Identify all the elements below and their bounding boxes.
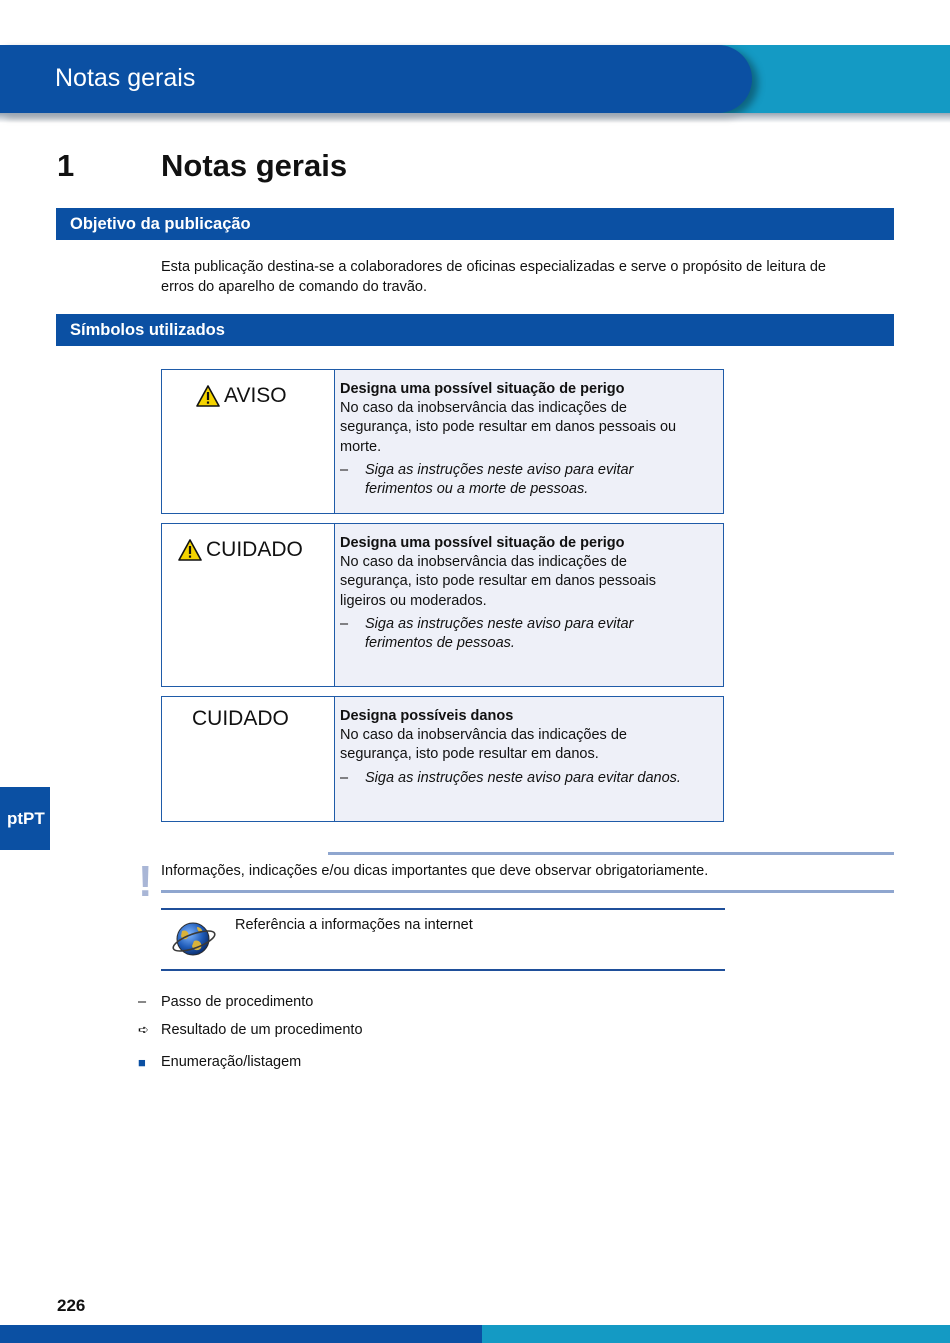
language-tab: [0, 787, 50, 850]
chapter-title: Notas gerais: [161, 148, 348, 183]
description-line: morte.: [340, 438, 382, 455]
symbol-step: [340, 769, 715, 788]
arrow-right-icon: ➪: [138, 1022, 149, 1037]
exclamation-icon: !: [138, 857, 153, 906]
web-note-top-rule: [161, 908, 725, 910]
important-note-text: Informações, indicações e/ou dicas importantes que deve observar obrigatoriamente.: [161, 863, 709, 879]
warning-triangle-icon: [196, 385, 220, 407]
section-bar-symbols: [56, 314, 894, 346]
step-line: Siga as instruções neste aviso para evitar danos.: [365, 769, 681, 786]
symbol-label-text: CUIDADO: [206, 538, 303, 561]
web-note-bottom-rule: [161, 969, 725, 971]
symbol-label: [196, 384, 287, 408]
step-line: ferimentos de pessoas.: [365, 635, 515, 652]
step-line: ferimentos ou a morte de pessoas.: [365, 481, 589, 498]
legend-item-result: [138, 1022, 363, 1038]
legend-text: Enumeração/listagem: [161, 1054, 302, 1070]
description-line: No caso da inobservância das indicações de: [340, 400, 627, 417]
symbol-heading: Designa possíveis danos: [340, 708, 514, 724]
symbol-description: [340, 707, 715, 788]
symbol-label-cell: [162, 697, 335, 821]
step-line: Siga as instruções neste aviso para evitar: [365, 615, 634, 632]
step-dash: –: [340, 615, 349, 632]
square-bullet-icon: ■: [138, 1054, 146, 1070]
note-top-rule: [328, 852, 894, 855]
symbol-heading: Designa uma possível situação de perigo: [340, 381, 625, 397]
warning-triangle-icon: [178, 539, 202, 561]
step-line: Siga as instruções neste aviso para evitar: [365, 461, 634, 478]
header-title: Notas gerais: [55, 64, 196, 92]
footer-band: [0, 1325, 482, 1343]
description-line: ligeiros ou moderados.: [340, 592, 487, 609]
globe-icon: [170, 919, 218, 959]
symbol-heading: Designa uma possível situação de perigo: [340, 535, 625, 551]
legend-item-enumeration: [138, 1054, 301, 1070]
legend-text: Resultado de um procedimento: [161, 1022, 363, 1038]
dash-marker: –: [138, 994, 147, 1010]
chapter-number: 1: [57, 148, 75, 183]
symbol-step: [340, 615, 715, 653]
symbol-step: [340, 461, 715, 499]
page-number: 226: [57, 1296, 86, 1315]
objective-paragraph: [161, 258, 826, 297]
web-note-text: Referência a informações na internet: [235, 917, 473, 933]
footer-accent-band: [482, 1325, 950, 1343]
symbol-label-cell: [162, 370, 335, 513]
header-shadow: [0, 113, 950, 123]
symbol-label: [178, 538, 303, 562]
section-bar-objective: [56, 208, 894, 240]
symbol-label-text: AVISO: [224, 384, 287, 407]
description-line: segurança, isto pode resultar em danos.: [340, 746, 599, 763]
symbol-box-aviso: [161, 369, 724, 514]
symbol-description: [340, 534, 715, 653]
description-line: segurança, isto pode resultar em danos pessoais ou: [340, 419, 677, 436]
step-dash: –: [340, 461, 349, 478]
paragraph-line: erros do aparelho de comando do travão.: [161, 278, 428, 295]
symbol-label-cell: [162, 524, 335, 686]
note-bottom-rule: [161, 890, 894, 893]
language-tab-label: ptPT: [7, 809, 45, 828]
description-line: No caso da inobservância das indicações de: [340, 727, 627, 744]
legend-item-step: [138, 994, 313, 1010]
section-title: Símbolos utilizados: [70, 321, 225, 339]
symbol-box-cuidado-damage: [161, 696, 724, 822]
symbol-box-cuidado-personal: [161, 523, 724, 687]
legend-text: Passo de procedimento: [161, 994, 314, 1010]
step-dash: –: [340, 769, 349, 786]
section-title: Objetivo da publicação: [70, 215, 251, 233]
description-line: segurança, isto pode resultar em danos pessoais: [340, 573, 656, 590]
symbol-description: [340, 380, 715, 499]
symbol-label: [192, 707, 289, 731]
symbol-label-text: CUIDADO: [192, 707, 289, 730]
paragraph-line: Esta publicação destina-se a colaboradores de oficinas especializadas e serve o propósito de leitura de: [161, 259, 826, 275]
description-line: No caso da inobservância das indicações de: [340, 554, 627, 571]
